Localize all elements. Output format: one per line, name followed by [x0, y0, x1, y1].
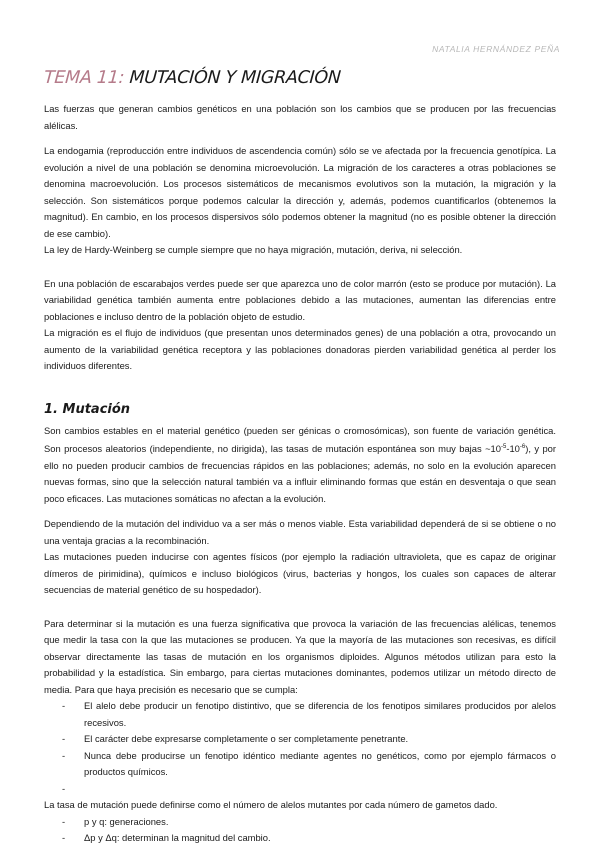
section-heading: 1. Mutación [44, 401, 131, 417]
exponent: -6 [519, 444, 526, 450]
page-content [44, 68, 556, 847]
text-run: Son cambios estables en el material genético (pueden ser génicas o cromosómicas), son fuente de variación genética. Son procesos aleatorios (independiente, no dirigida), las tasas de mutación espontánea son muy bajas ~10 [44, 424, 556, 455]
exponent: -5 [500, 444, 507, 450]
mutation-paragraph [44, 423, 556, 508]
mutation-paragraph: Para determinar si la mutación es una fuerza significativa que provoca la variación de las frecuencias alélicas, tenemos que medir la tasa con la que las mutaciones se producen. Ya que la mayoría de las mutaciones son recesivas, es difícil observar directamente las tasas de mutación en los organismos diploides. Algunos métodos utilizan para esto la probabilidad y la estadística. Sin embargo, para ciertas mutaciones dominantes, podemos utilizar un método directo de media. Para que haya precisión es necesario que se cumpla: [44, 617, 556, 695]
page-title [43, 68, 556, 88]
text-run: -10 [506, 443, 520, 455]
author-name: NATALIA HERNÁNDEZ PEÑA [432, 44, 560, 54]
mutation-paragraph: Las mutaciones pueden inducirse con agentes físicos (por ejemplo la radiación ultravioleta, que es capaz de originar dímeros de pirimidina), químicos e incluso biológicos (virus, bacterias y hongos, los cuales son capaces de alterar secuencias de material genético de su hospedador). [44, 551, 556, 596]
list-item-empty [44, 781, 556, 798]
intro-paragraph: La endogamia (reproducción entre individuos de ascendencia común) sólo se ve afectada por la frecuencia genotípica. La evolución a nivel de una población se denomina microevolución. La migración de los caracteres a otras poblaciones se denomina macroevolución. Los procesos sistemáticos de mecanismos evolutivos son la mutación, la migración y la selección. Son sistemáticos porque podemos calcular la dirección y, además, podemos cuantificarlos (obtenemos la magnitud). En cambio, en los procesos dispersivos sólo podemos obtener la magnitud (no es posible obtener la dirección de ese cambio). [44, 145, 556, 239]
definitions-list [44, 814, 556, 847]
list-item: - Nunca debe producirse un fenotipo idéntico mediante agentes no genéticos, como por ejemplo fármacos o productos químicos. [44, 748, 556, 781]
mutation-paragraph: Dependiendo de la mutación del individuo va a ser más o menos viable. Esta variabilidad dependerá de si se obtiene o no una ventaja gracias a la recombinación. [44, 518, 556, 546]
intro-paragraph: La migración es el flujo de individuos (que presentan unos determinados genes) de una población a otra, provocando un aumento de la variabilidad genética receptora y las poblaciones donadoras pierden variabilidad genética al perder los individuos diferentes. [44, 327, 556, 371]
list-item: - Δp y Δq: determinan la magnitud del cambio. [44, 830, 556, 847]
title-number: TEMA 11: [43, 68, 125, 88]
intro-paragraph: En una población de escarabajos verdes puede ser que aparezca uno de color marrón (esto se produce por mutación). La variabilidad genética también aumenta entre poblaciones debido a las mutaciones, aumentan las diferencias entre poblaciones e incluso dentro de la población objeto de estudio. [44, 277, 556, 322]
intro-paragraph: Las fuerzas que generan cambios genéticos en una población son los cambios que se producen por las frecuencias alélicas. [44, 103, 556, 131]
title-text: MUTACIÓN Y MIGRACIÓN [128, 68, 342, 88]
list-item: - p y q: generaciones. [44, 814, 556, 831]
mutation-paragraph: La tasa de mutación puede definirse como el número de alelos mutantes por cada número de gametos dado. [44, 799, 498, 811]
conditions-list [44, 698, 556, 797]
list-item: - El alelo debe producir un fenotipo distintivo, que se diferencia de los fenotipos similares producidos por alelos recesivos. [44, 698, 556, 731]
list-item: - El carácter debe expresarse completamente o ser completamente penetrante. [44, 731, 556, 748]
intro-paragraph: La ley de Hardy-Weinberg se cumple siempre que no haya migración, mutación, deriva, ni selección. [44, 244, 463, 255]
text-run: ), y por ello no pueden producir cambios de frecuencias rápidos en las poblaciones; además, no solo en la evolución aparecen nuevas formas, sino que la selección natural también va a influir eliminando formas que están en desventaja o que sean poco eficaces. Las mutaciones somáticas no afectan a la evolución. [44, 443, 556, 504]
